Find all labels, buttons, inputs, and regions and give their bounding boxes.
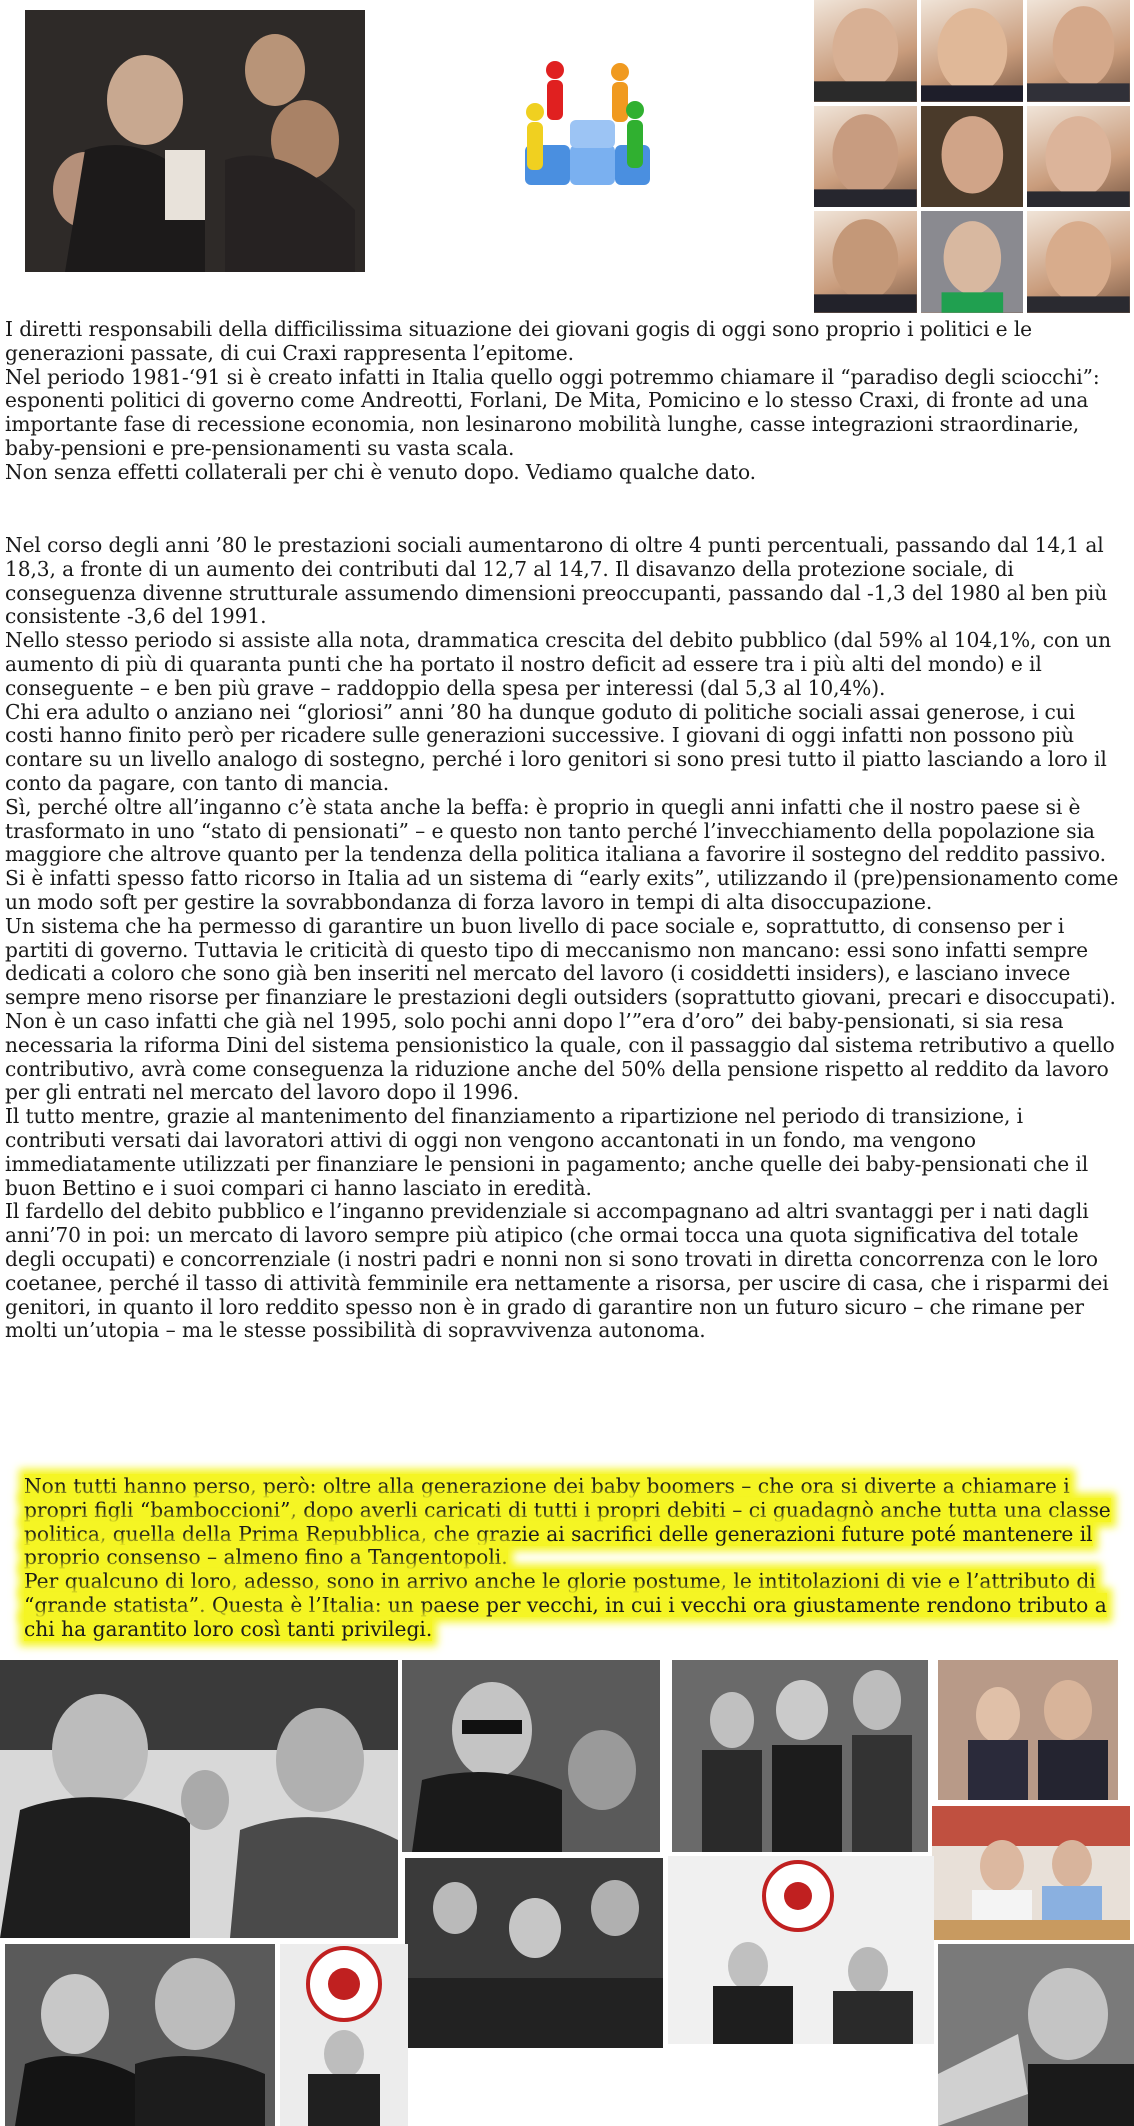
politicians-portrait-grid xyxy=(814,0,1130,313)
body-paragraph: Non è un caso infatti che già nel 1995, solo pochi anni dopo l’”era d’oro” dei baby-pensionati, si sia resa necessaria la riforma Dini del sistema pensionistico la quale, con il passaggio dal sistema retributivo a quello contributivo, avrà come conseguenza la riduzione anche del 50% della pensione rispetto al reddito da lavoro per gli entrati nel mercato del lavoro dopo il 1996. xyxy=(5,1008,1115,1105)
highlighted-conclusion xyxy=(24,1475,1114,1642)
politician-portrait xyxy=(921,0,1024,102)
body-paragraph: Il tutto mentre, grazie al mantenimento del finanziamento a ripartizione nel periodo di transizione, i contributi versati dai lavoratori attivi di oggi non vengono accantonati in un fondo, ma vengono immediatamente utilizzati per finanziare le pensioni in pagamento; anche quelle dei baby-pensionati che il buon Bettino e i suoi compari ci hanno lasciato in eredità. xyxy=(5,1104,1089,1200)
craxi-group-photo xyxy=(672,1660,928,1852)
politician-portrait xyxy=(814,106,917,208)
body-paragraph: Il fardello del debito pubblico e l’inganno previdenziale si accompagnano ad altri svantaggi per i nati dagli anni’70 in poi: un mercato di lavoro sempre più atipico (che ormai tocca una quota significativa del totale degli occupati) e concorrenziale (i nostri padri e nonni non si sono trovati in diretta concorrenza con le loro coetanee, perché il tasso di attività femminile era nettamente a risorsa, per uscire di casa, che i risparmi dei genitori, in quanto il loro reddito spesso non è in grado di garantire non un futuro sicuro – che rimane per molti un’utopia – ma le stesse possibilità di sopravvivenza autonoma. xyxy=(5,1199,1109,1343)
craxi-meeting-photo xyxy=(938,1660,1118,1800)
politician-portrait xyxy=(1027,211,1130,313)
craxi-crowd-photo xyxy=(405,1858,663,2048)
politician-portrait xyxy=(814,211,917,313)
intro-paragraph: Nel periodo 1981-‘91 si è creato infatti in Italia quello oggi potremmo chiamare il “paradiso degli sciocchi”: esponenti politici di governo come Andreotti, Forlani, De Mita, Pomicino e lo stesso Craxi, di fronte ad una importante fase di recessione economia, non lesinarono mobilità lunghe, casse integrazioni straordinarie, baby-pensioni e pre-pensionamenti su vasta scala. xyxy=(5,364,1100,460)
politician-portrait xyxy=(921,211,1024,313)
highlight-paragraph: Per qualcuno di loro, adesso, sono in arrivo anche le glorie postume, le intitolazioni di vie e l’attributo di “grande statista”. Questa è l’Italia: un paese per vecchi, in cui i vecchi ora giustamente rendono tributo a chi ha garantito loro così tanti privilegi. xyxy=(24,1569,1107,1641)
craxi-socialist-logo-photo xyxy=(668,1856,934,2044)
politician-portrait xyxy=(814,0,917,102)
body-paragraph: Si è infatti spesso fatto ricorso in Italia ad un sistema di “early exits”, utilizzando il (pre)pensionamento come un modo soft per gestire la sovrabbondanza di forza lavoro in tempi di alta disoccupazione. xyxy=(5,866,1119,914)
body-paragraph: Nel corso degli anni ’80 le prestazioni sociali aumentarono di oltre 4 punti percentuali, passando dal 14,1 al 18,3, a fronte di un aumento dei contributi dal 12,7 al 14,7. Il disavanzo della protezione sociale, di conseguenza divenne strutturale assumendo dimensioni preoccupanti, passando dal -1,3 del 1980 al ben più consistente -3,6 del 1991. xyxy=(5,533,1108,629)
body-paragraph: Sì, perché oltre all’inganno c’è stata anche la beffa: è proprio in quegli anni infatti che il nostro paese si è trasformato in uno “stato di pensionati” – e questo non tanto perché l’invecchiamento della popolazione sia maggiore che altrove quanto per la tendenza della politica italiana a favorire il sostegno del reddito passivo. xyxy=(5,794,1106,867)
craxi-handshake-photo xyxy=(0,1660,398,1938)
article-body xyxy=(5,534,1129,1343)
politician-portrait xyxy=(1027,106,1130,208)
body-paragraph: Un sistema che ha permesso di garantire un buon livello di pace sociale e, soprattutto, di consenso per i partiti di governo. Tuttavia le criticità di questo tipo di meccanismo non mancano: essi sono infatti sempre dedicati a coloro che sono già ben inseriti nel mercato del lavoro (i cosiddetti insiders), e lasciano invece sempre meno risorse per finanziare le prestazioni degli outsiders (soprattutto giovani, precari e disoccupati). xyxy=(5,913,1116,1010)
body-paragraph: Chi era adulto o anziano nei “gloriosi” anni ’80 ha dunque goduto di politiche sociali assai generose, i cui costi hanno finito però per ricadere sulle generazioni successive. I giovani di oggi infatti non possono più contare su un livello analogo di sostegno, perché i loro genitori si sono presi tutto il piatto lasciando a loro il conto da pagare, con tanto di mancia. xyxy=(5,699,1107,795)
parliament-scuffle-photo xyxy=(25,10,365,272)
politician-portrait xyxy=(921,106,1024,208)
psi-poster-photo xyxy=(280,1944,408,2126)
intro-paragraph: Non senza effetti collaterali per chi è venuto dopo. Vediamo qualche dato. xyxy=(5,459,756,484)
intro-text xyxy=(5,318,1129,485)
politician-portrait xyxy=(1027,0,1130,102)
puzzle-people-clipart xyxy=(500,60,665,205)
craxi-berlusconi-photo xyxy=(5,1944,275,2126)
highlight-paragraph: Non tutti hanno perso, però: oltre alla generazione dei baby boomers – che ora si diverte a chiamare i propri figli “bamboccioni”, dopo averli caricati di tutti i propri debiti – ci guadagnò anche tutta una classe politica, quella della Prima Repubblica, che grazie ai sacrifici delle generazioni future poté mantenere il proprio consenso – almeno fino a Tangentopoli. xyxy=(24,1474,1111,1570)
craxi-glasses-photo xyxy=(402,1660,660,1852)
body-paragraph: Nello stesso periodo si assiste alla nota, drammatica crescita del debito pubblico (dal 59% al 104,1%, con un aumento di più di quaranta punti che ha portato il nostro deficit ad essere tra i più alti del mondo) e il conseguente – e ben più grave – raddoppio della spesa per interessi (dal 5,3 al 10,4%). xyxy=(5,628,1112,700)
intro-paragraph: I diretti responsabili della difficilissima situazione dei giovani gogis di oggi sono proprio i politici e le generazioni passate, di cui Craxi rappresenta l’epitome. xyxy=(5,317,1033,365)
craxi-table-photo xyxy=(932,1806,1130,1940)
craxi-megaphone-photo xyxy=(938,1944,1134,2126)
